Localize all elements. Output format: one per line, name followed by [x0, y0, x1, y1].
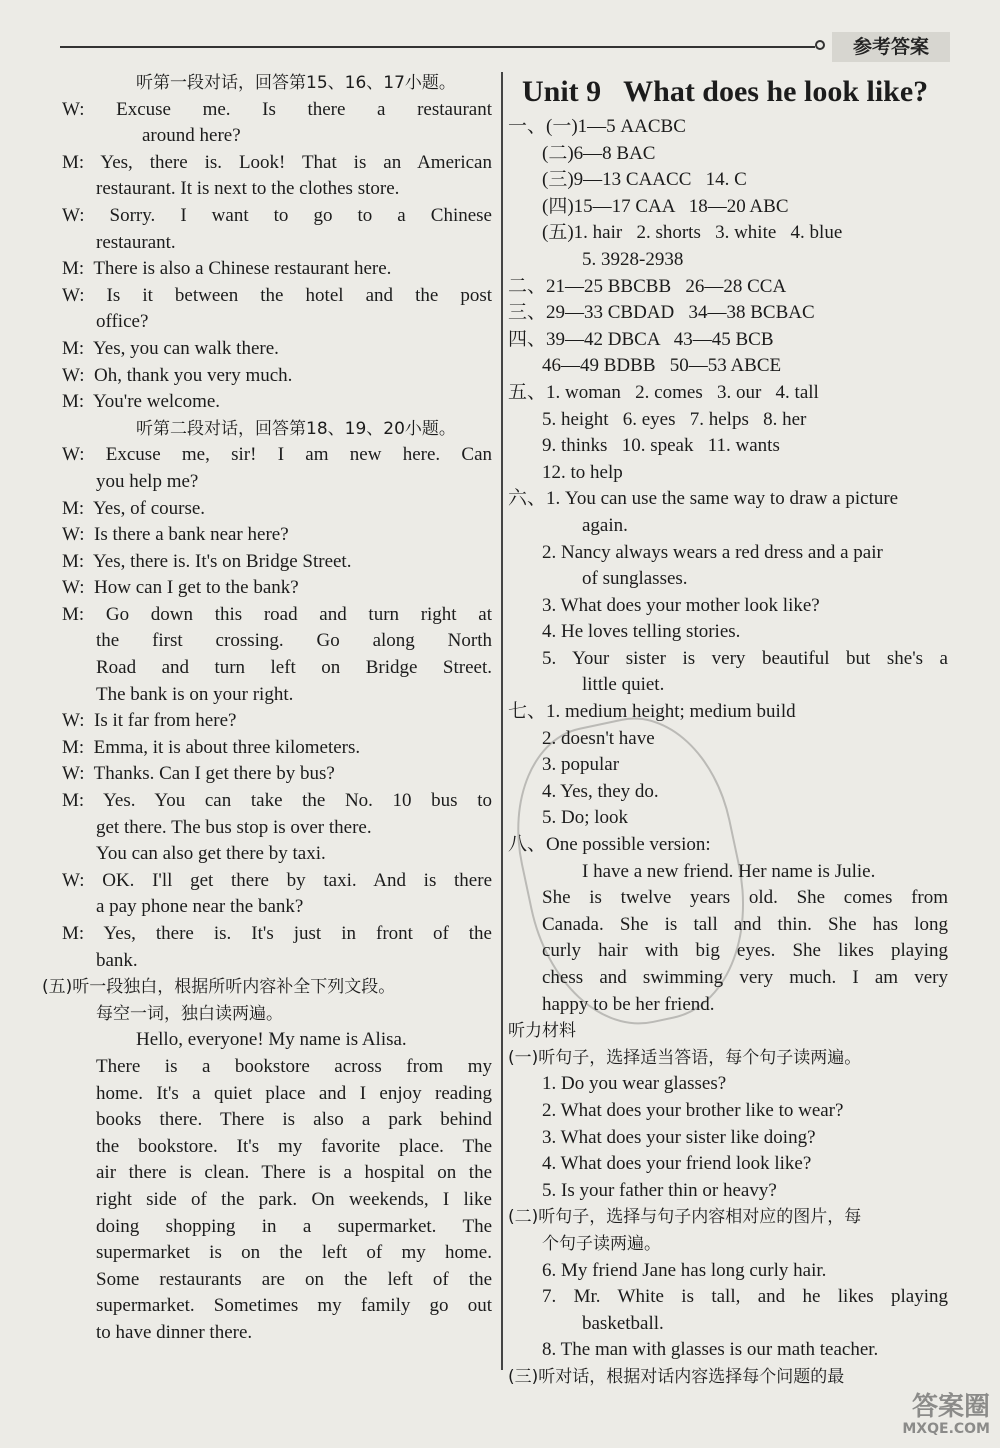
- left-column-line: W: Oh, thank you very much.: [62, 364, 293, 386]
- left-column-line: W: Is it between the hotel and the post: [62, 284, 492, 306]
- unit-title: Unit 9 What does he look like?: [522, 75, 929, 108]
- left-column-line: M: Yes, there is. It's on Bridge Street.: [62, 550, 352, 572]
- left-column-line: W: Is it far from here?: [62, 710, 237, 732]
- left-column-line: get there. The bus stop is over there.: [96, 816, 372, 838]
- left-column-line: W: Thanks. Can I get there by bus?: [62, 763, 335, 785]
- right-column-line: 2. Nancy always wears a red dress and a pair: [542, 541, 883, 563]
- right-column-line: 3. What does your sister like doing?: [542, 1126, 816, 1148]
- left-column-line: M: Go down this road and turn right at: [62, 603, 492, 625]
- right-column-line: 2. doesn't have: [542, 727, 655, 749]
- left-column-line: around here?: [142, 125, 241, 147]
- right-column-line: 5. height 6. eyes 7. helps 8. her: [542, 408, 807, 430]
- left-column-line: Hello, everyone! My name is Alisa.: [136, 1029, 407, 1051]
- right-column-line: 五、1. woman 2. comes 3. our 4. tall: [508, 381, 819, 403]
- right-column-line: 7. Mr. White is tall, and he likes playing: [542, 1286, 948, 1308]
- left-column-line: right side of the park. On weekends, I like: [96, 1188, 492, 1210]
- right-column-line: 4. He loves telling stories.: [542, 621, 741, 643]
- right-column-line: again.: [582, 514, 628, 536]
- left-column-line: you help me?: [96, 470, 199, 492]
- right-column-line: 5. 3928-2938: [582, 248, 684, 270]
- left-column-line: M: Yes, there is. It's just in front of the: [62, 923, 492, 944]
- left-column-line: office?: [96, 311, 149, 333]
- right-column-line: chess and swimming very much. I am very: [542, 967, 948, 988]
- left-column-line: 听第一段对话，回答第15、16、17小题。: [136, 73, 456, 93]
- right-column-line: She is twelve years old. She comes from: [542, 887, 948, 909]
- right-column-line: I have a new friend. Her name is Julie.: [582, 860, 876, 882]
- right-column-line: (四)15—17 CAA 18—20 ABC: [542, 195, 789, 217]
- left-column-line: restaurant. It is next to the clothes store.: [96, 178, 400, 200]
- right-column-line: little quiet.: [582, 674, 665, 696]
- left-column-line: M: Yes. You can take the No. 10 bus to: [62, 790, 492, 812]
- right-column: [508, 70, 948, 1391]
- left-column-line: 每空一词，独白读两遍。: [96, 1003, 283, 1024]
- left-column-line: to have dinner there.: [96, 1321, 253, 1343]
- right-column-line: 9. thinks 10. speak 11. wants: [542, 435, 780, 457]
- watermark-logo: [880, 1392, 990, 1440]
- right-column-line: (二)6—8 BAC: [542, 142, 656, 164]
- right-column-line: 4. What does your friend look like?: [542, 1153, 812, 1175]
- left-column-line: air there is clean. There is a hospital on the: [96, 1162, 492, 1184]
- watermark-url: MXQE.COM: [902, 1421, 990, 1437]
- right-column-line: curly hair with big eyes. She likes playing: [542, 940, 948, 962]
- left-column-line: M: Yes, of course.: [62, 497, 206, 519]
- right-column-line: 八、One possible version:: [508, 834, 711, 856]
- watermark-title: 答案圈: [911, 1392, 990, 1422]
- left-column-line: doing shopping in a supermarket. The: [96, 1215, 492, 1237]
- left-column-line: M: There is also a Chinese restaurant here.: [62, 258, 392, 280]
- right-column-line: (一)听句子，选择适当答语，每个句子读两遍。: [508, 1047, 862, 1068]
- left-column-line: W: Sorry. I want to go to a Chinese: [62, 204, 492, 226]
- left-column-line: The bank is on your right.: [96, 683, 294, 705]
- left-column-line: M: Yes, you can walk there.: [62, 337, 279, 359]
- left-column-line: M: You're welcome.: [62, 391, 221, 413]
- right-column-line: 5. Your sister is very beautiful but she's a: [542, 647, 948, 669]
- left-column-line: M: Emma, it is about three kilometers.: [62, 736, 361, 758]
- right-column-line: 3. What does your mother look like?: [542, 594, 820, 616]
- left-column-line: (五)听一段独白，根据所听内容补全下列文段。: [42, 977, 396, 998]
- left-column-line: There is a bookstore across from my: [96, 1055, 492, 1077]
- left-column-line: the bookstore. It's my favorite place. The: [96, 1135, 492, 1157]
- left-column-line: Road and turn left on Bridge Street.: [96, 657, 492, 679]
- right-column-line: (五)1. hair 2. shorts 3. white 4. blue: [542, 222, 843, 244]
- right-column-line: 二、21—25 BBCBB 26—28 CCA: [508, 275, 787, 297]
- header-rule: [60, 46, 815, 48]
- right-column-line: Canada. She is tall and thin. She has long: [542, 913, 948, 935]
- right-column-line: 12. to help: [542, 461, 623, 483]
- header-rule-dot: [815, 40, 825, 50]
- right-column-line: 2. What does your brother like to wear?: [542, 1099, 844, 1121]
- right-column-line: 46—49 BDBB 50—53 ABCE: [542, 355, 782, 377]
- right-column-line: 5. Do; look: [542, 807, 629, 829]
- left-column-line: W: How can I get to the bank?: [62, 577, 299, 599]
- right-column-line: (三)9—13 CAACC 14. C: [542, 169, 747, 191]
- right-column-line: 4. Yes, they do.: [542, 780, 659, 802]
- left-column-line: the first crossing. Go along North: [96, 630, 492, 652]
- right-column-line: 听力材料: [508, 1021, 576, 1042]
- right-column-line: 5. Is your father thin or heavy?: [542, 1179, 777, 1201]
- left-column-line: You can also get there by taxi.: [96, 843, 326, 865]
- left-column: [42, 70, 492, 1347]
- left-column-line: home. It's a quiet place and I enjoy reading: [96, 1082, 492, 1104]
- right-column-line: 个句子读两遍。: [542, 1233, 661, 1254]
- left-column-line: 听第二段对话，回答第18、19、20小题。: [136, 418, 456, 439]
- right-column-line: 1. Do you wear glasses?: [542, 1073, 727, 1095]
- left-column-line: books there. There is also a park behind: [96, 1109, 492, 1131]
- left-column-line: supermarket. Sometimes my family go out: [96, 1295, 492, 1317]
- right-column-line: 8. The man with glasses is our math teacher.: [542, 1339, 879, 1361]
- right-column-line: 六、1. You can use the same way to draw a picture: [508, 488, 899, 510]
- right-column-line: (二)听句子，选择与句子内容相对应的图片，每: [508, 1207, 862, 1228]
- right-column-line: (三)听对话，根据对话内容选择每个问题的最: [508, 1366, 845, 1387]
- left-column-line: M: Yes, there is. Look! That is an American: [62, 151, 492, 173]
- left-column-line: supermarket is on the left of my home.: [96, 1242, 492, 1264]
- right-column-line: 6. My friend Jane has long curly hair.: [542, 1259, 827, 1281]
- right-column-line: 四、39—42 DBCA 43—45 BCB: [508, 328, 774, 350]
- header-label: 参考答案: [832, 32, 950, 62]
- left-column-line: Some restaurants are on the left of the: [96, 1268, 492, 1290]
- column-divider: [501, 72, 503, 1370]
- right-column-line: happy to be her friend.: [542, 993, 715, 1015]
- right-column-line: 三、29—33 CBDAD 34—38 BCBAC: [508, 302, 815, 324]
- left-column-line: bank.: [96, 949, 138, 971]
- right-column-line: 3. popular: [542, 754, 620, 776]
- right-column-line: of sunglasses.: [582, 568, 688, 590]
- right-column-line: 七、1. medium height; medium build: [508, 701, 796, 723]
- left-column-line: restaurant.: [96, 231, 176, 253]
- left-column-line: W: Is there a bank near here?: [62, 524, 289, 546]
- right-column-line: 一、(一)1—5 AACBC: [508, 116, 686, 137]
- left-column-line: W: Excuse me. Is there a restaurant: [62, 98, 492, 120]
- left-column-line: W: Excuse me, sir! I am new here. Can: [62, 444, 492, 466]
- right-column-line: basketball.: [582, 1312, 664, 1334]
- left-column-line: W: OK. I'll get there by taxi. And is there: [62, 869, 492, 891]
- left-column-line: a pay phone near the bank?: [96, 896, 304, 918]
